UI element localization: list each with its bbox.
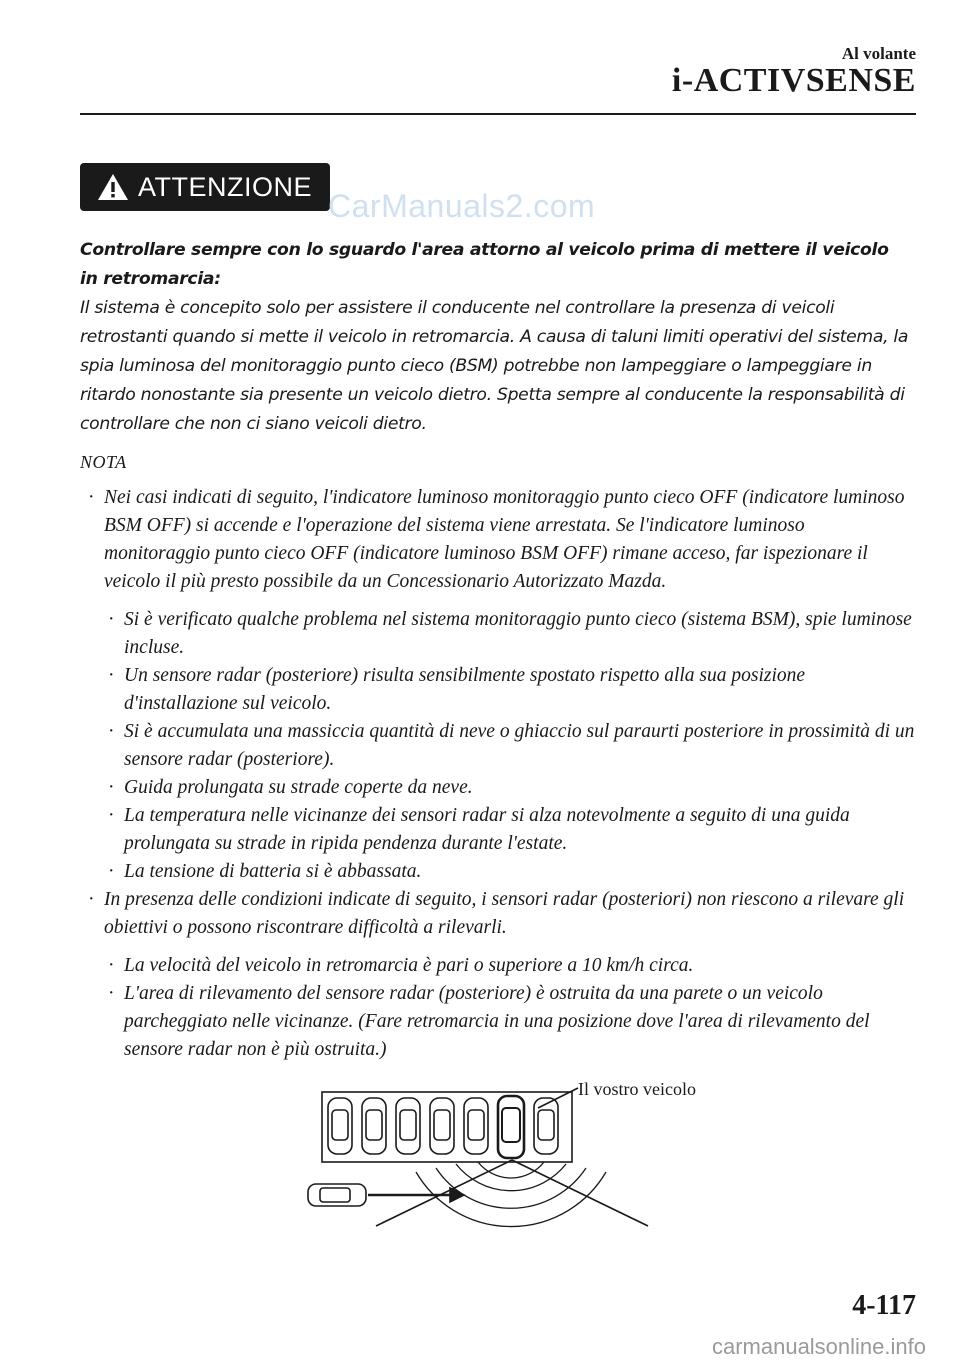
bullet: · [108,721,115,742]
bullet: · [108,777,115,798]
approaching-car [308,1184,366,1206]
warning-heading: Controllare sempre con lo sguardo l'area attorno al veicolo prima di mettere il veicolo in retromarcia: [80,240,889,289]
list-item [80,484,915,596]
list-item [80,662,915,718]
parked-car [362,1098,386,1154]
note-subitem-text: La velocità del veicolo in retromarcia è pari o superiore a 10 km/h circa. [124,955,694,976]
bullet: · [88,487,95,508]
header-rule [80,113,916,115]
watermark-text: CarManuals2.com [328,188,596,224]
warning-label: ATTENZIONE [138,171,313,202]
warning-body: Il sistema è concepito solo per assistere il conducente nel controllare la presenza di veicoli retrostanti quando si mette il veicolo in retromarcia. A causa di taluni limiti operativi del sistema, la spia luminosa del monitoraggio punto cieco (BSM) potrebbe non lampeggiare o lampeggiare in ritardo nonostante sia presente un veicolo dietro. Spetta sempre al conducente la responsabilità di controllare che non ci siano veicoli dietro. [80,298,909,434]
note-item-text: In presenza delle condizioni indicate di seguito, i sensori radar (posteriori) non riescono a rilevare gli obiettivi o possono riscontrare difficoltà a rilevarli. [104,889,905,938]
bullet: · [108,983,115,1004]
warning-text [80,236,910,439]
list-item [80,802,915,858]
parked-car [396,1098,420,1154]
warning-banner [80,163,330,211]
bullet: · [108,861,115,882]
bullet: · [108,955,115,976]
parked-car [328,1098,352,1154]
list-item [80,952,915,980]
note-subitem-text: Guida prolungata su strade coperte da neve. [124,777,473,798]
detection-boundary-line [512,1160,648,1226]
footer-watermark: carmanualsonline.info [711,1334,926,1359]
list-item [80,718,915,774]
note-subitem-text: La tensione di batteria si è abbassata. [124,861,422,882]
note-subitem-text: La temperatura nelle vicinanze dei sensori radar si alza notevolmente a seguito di una guida prolungata su strade in ripida pendenza durante l'estate. [124,805,850,854]
chapter-title: i-ACTIVSENSE [671,62,916,99]
detection-boundary-line [376,1160,512,1226]
note-subitem-text: L'area di rilevamento del sensore radar (posteriore) è ostruita da una parete o un veicolo parcheggiato nelle vicinanze. (Fare retromarcia in una posizione dove l'area di rilevamento del sensore radar non è più ostruita.) [124,983,870,1060]
list-item [80,858,915,886]
parked-car [464,1098,488,1154]
list-item [80,886,915,942]
parked-car [430,1098,454,1154]
bullet: · [88,889,95,910]
list-item [80,980,915,1064]
note-list [80,484,915,1064]
bullet: · [108,805,115,826]
bullet: · [108,609,115,630]
own-vehicle [498,1096,524,1158]
note-title: NOTA [80,452,127,472]
bullet: · [108,665,115,686]
note-item-text: Nei casi indicati di seguito, l'indicatore luminoso monitoraggio punto cieco OFF (indicatore luminoso BSM OFF) si accende e l'operazione del sistema viene arrestata. Se l'indicatore luminoso monitoraggio punto cieco OFF (indicatore luminoso BSM OFF) rimane acceso, far ispezionare il veicolo il più presto possibile da un Concessionario Autorizzato Mazda. [104,487,905,592]
warning-triangle-icon [96,172,130,202]
section-title: Al volante [841,44,916,63]
parked-car [534,1098,558,1154]
note-subitem-text: Si è verificato qualche problema nel sistema monitoraggio punto cieco (sistema BSM), spie luminose incluse. [124,609,912,658]
list-item [80,606,915,662]
page-number: 4-117 [852,1290,916,1321]
note-subitem-text: Si è accumulata una massiccia quantità di neve o ghiaccio sul paraurti posteriore in prossimità di un sensore radar (posteriore). [124,721,915,770]
figure-label: Il vostro veicolo [578,1079,696,1099]
parking-diagram [300,1076,720,1236]
note-subitem-text: Un sensore radar (posteriore) risulta sensibilmente spostato rispetto alla sua posizione d'installazione sul veicolo. [124,665,806,714]
list-item [80,774,915,802]
